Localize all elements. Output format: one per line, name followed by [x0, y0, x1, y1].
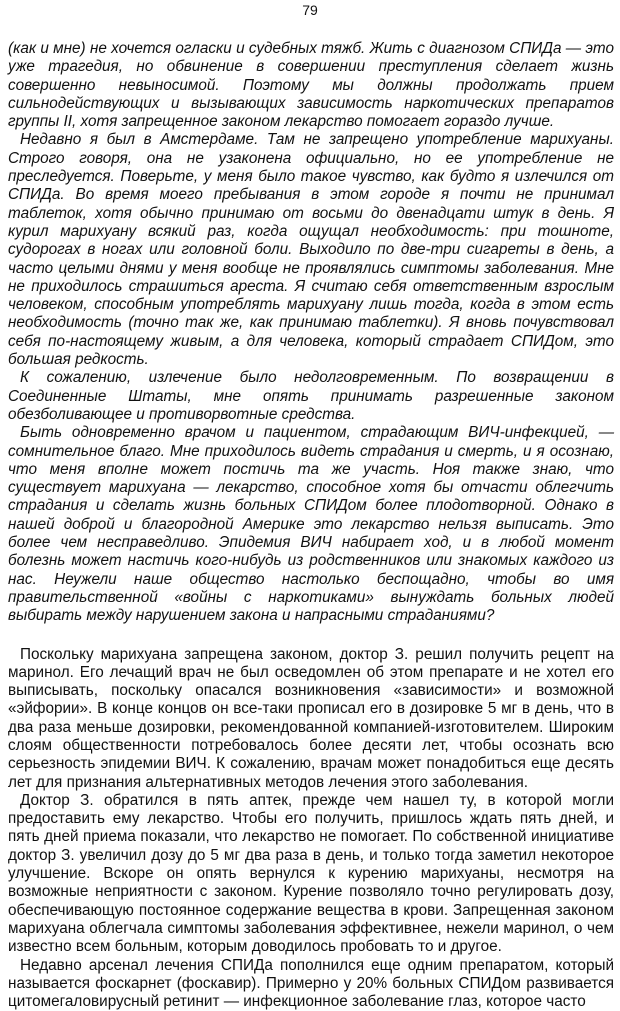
body-paragraph: Поскольку марихуана запрещена законом, доктор З. решил получить рецепт на маринол. Его лечащий врач не был осведомлен об этом препарате и не хотел его выписывать, поскольку опасался возникновения «зависимости» и возможной «эйфории». В конце концов он все-таки прописал его в дозировке 5 мг в день, что в два раза меньше дозировки, рекомендованной компанией-изготовителем. Широким слоям общественности потребовалось более десяти лет, чтобы осознать всю серьезность эпидемии ВИЧ. К сожалению, врачам может понадобиться еще десять лет для признания альтернативных методов лечения этого заболевания.	[8, 646, 614, 792]
italic-paragraph: Недавно я был в Амстердаме. Там не запрещено употребление марихуаны. Строго говоря, она не узаконена официально, но ее употребление не преследуется. Поверьте, у меня было такое чувство, как будто я излечился от СПИДа. Во время моего пребывания в этом городе я почти не принимал таблеток, хотя обычно принимаю от восьми до двенадцати штук в день. Я курил марихуану всякий раз, когда ощущал необходимость: при тошноте, судорогах в ногах или головной боли. Выходило по две-три сигареты в день, а часто целыми днями у меня вообще не проявлялись симптомы заболевания. Мне не приходилось страшиться ареста. Я считаю себя ответственным взрослым человеком, способным употреблять марихуану лишь тогда, когда в этом есть необходимость (точно так же, как принимаю таблетки). Я вновь почувствовал себя по-настоящему живым, а для человека, который страдает СПИДом, это большая редкость.	[8, 131, 614, 369]
narrative-text	[8, 646, 614, 1011]
body-paragraph: Недавно арсенал лечения СПИДа пополнился еще одним препаратом, который называется фоскарнет (фоскавир). Примерно у 20% больных СПИДом развивается цитомегаловирусный ретинит — инфекционное заболевание глаз, которое часто	[8, 957, 614, 1011]
quoted-testimony	[8, 40, 614, 626]
page-number: 79	[0, 2, 620, 19]
italic-paragraph: Быть одновременно врачом и пациентом, страдающим ВИЧ-инфекцией, — сомнительное благо. Мне приходилось видеть страдания и смерть, и я осознаю, что меня вполне может постичь та же участь. Ноя также знаю, что существует марихуана — лекарство, способное хотя бы отчасти облегчить страдания и сделать жизнь больных СПИДом более плодотворной. Однако в нашей доброй и благородной Америке это лекарство нельзя выписать. Это более чем несправедливо. Эпидемия ВИЧ набирает ход, и в любой момент болезнь может настичь кого-нибудь из родственников или знакомых каждого из нас. Неужели наше общество настолько беспощадно, чтобы во имя правительственной «войны с наркотиками» вынуждать больных людей выбирать между нарушением закона и напрасными страданиями?	[8, 424, 614, 625]
page-body	[8, 40, 614, 1011]
italic-paragraph: К сожалению, излечение было недолговременным. По возвращении в Соединенные Штаты, мне опять принимать разрешенные законом обезболивающее и противорвотные средства.	[8, 369, 614, 424]
italic-paragraph: (как и мне) не хочется огласки и судебных тяжб. Жить с диагнозом СПИДа — это уже трагедия, но обвинение в совершении преступления сделает жизнь совершенно невыносимой. Поэтому мы должны продолжать прием сильнодействующих и вызывающих зависимость наркотических препаратов группы II, хотя запрещенное законом лекарство помогает гораздо лучше.	[8, 40, 614, 131]
paragraph-gap	[8, 626, 614, 646]
body-paragraph: Доктор З. обратился в пять аптек, прежде чем нашел ту, в которой могли предоставить ему лекарство. Чтобы его получить, пришлось ждать пять дней, и пять дней приема показали, что лекарство не помогает. По собственной инициативе доктор З. увеличил дозу до 5 мг два раза в день, и только тогда заметил некоторое улучшение. Вскоре он опять вернулся к курению марихуаны, несмотря на возможные неприятности с законом. Курение позволяло точно регулировать дозу, обеспечивающую постоянное содержание вещества в крови. Запрещенная законом марихуана облегчала симптомы заболевания эффективнее, нежели маринол, о чем известно всем больным, которым доводилось пробовать то и другое.	[8, 792, 614, 957]
